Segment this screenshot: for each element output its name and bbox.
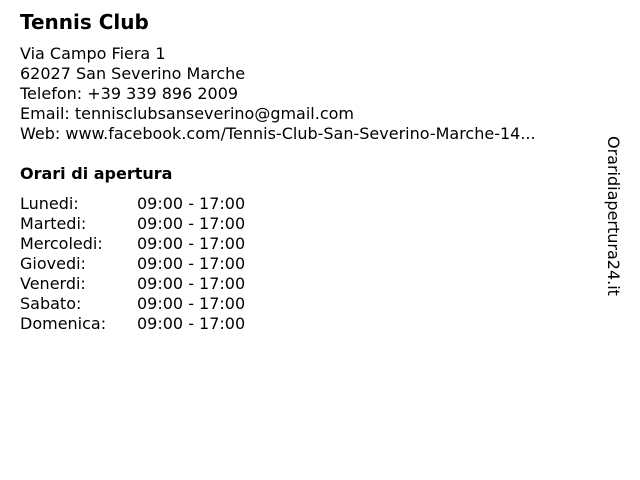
hours-row-sunday [20,314,277,334]
hours-time: 09:00 - 17:00 [137,234,246,253]
hours-time: 09:00 - 17:00 [137,294,246,313]
hours-row-wednesday [20,234,277,254]
hours-time: 09:00 - 17:00 [137,274,246,293]
email-line: Email: tennisclubsanseverino@gmail.com [20,104,355,123]
hours-table [20,194,277,334]
address-street: Via Campo Fiera 1 [20,44,166,63]
hours-row-thursday [20,254,277,274]
hours-day: Giovedi: [20,254,86,273]
hours-time: 09:00 - 17:00 [137,254,246,273]
hours-time: 09:00 - 17:00 [137,314,246,333]
hours-day: Mercoledi: [20,234,103,253]
web-line: Web: www.facebook.com/Tennis-Club-San-Severino-Marche-14... [20,124,536,143]
address-city: 62027 San Severino Marche [20,64,246,83]
hours-day: Lunedi: [20,194,79,213]
hours-time: 09:00 - 17:00 [137,214,246,233]
hours-heading: Orari di apertura [20,164,173,183]
phone-line: Telefon: +39 339 896 2009 [20,84,239,103]
contact-info [20,44,536,144]
site-watermark: Oraridiapertura24.it [604,136,623,296]
hours-row-saturday [20,294,277,314]
hours-day: Venerdi: [20,274,86,293]
hours-day: Sabato: [20,294,82,313]
hours-row-monday [20,194,277,214]
hours-row-tuesday [20,214,277,234]
hours-time: 09:00 - 17:00 [137,194,246,213]
hours-row-friday [20,274,277,294]
business-name: Tennis Club [20,10,149,34]
hours-day: Martedi: [20,214,87,233]
hours-day: Domenica: [20,314,107,333]
